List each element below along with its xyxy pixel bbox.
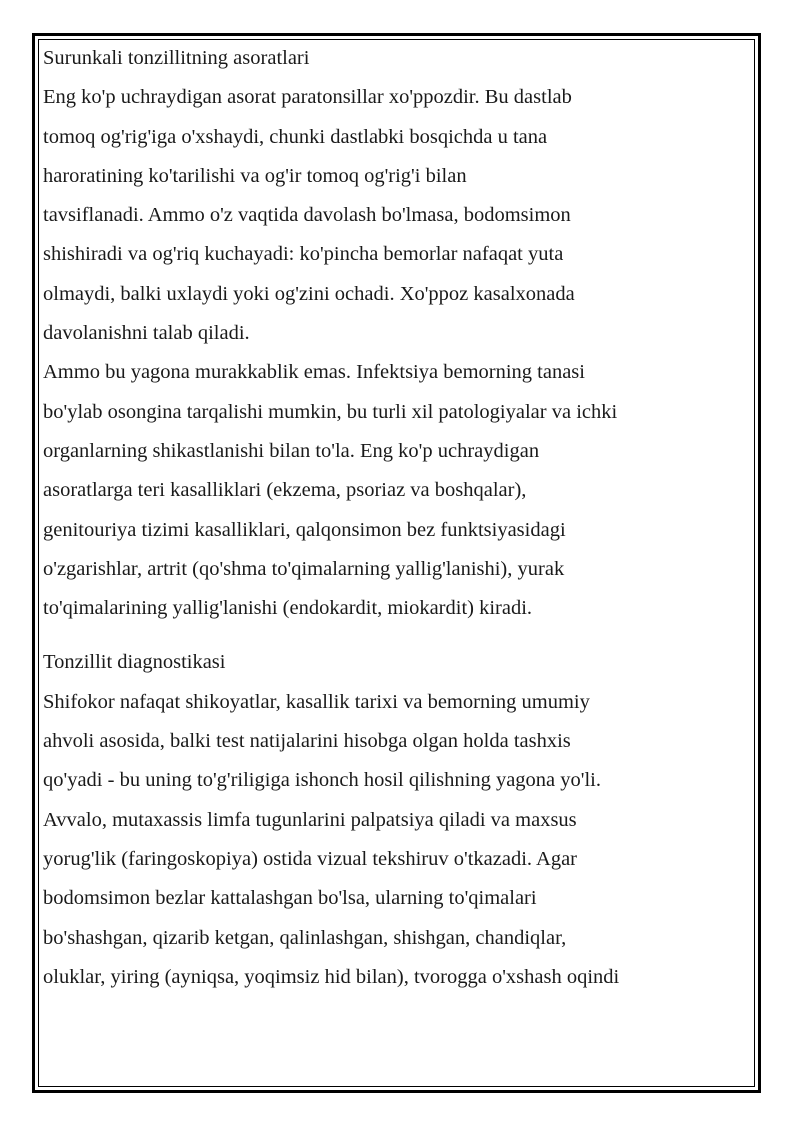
text-line: ahvoli asosida, balki test natijalarini hisobga olgan holda tashxis [43, 730, 571, 753]
paragraph-diagnosis [43, 683, 703, 997]
text-line: yorug'lik (faringoskopiya) ostida vizual tekshiruv o'tkazadi. Agar [43, 847, 577, 870]
text-line: o'zgarishlar, artrit (qo'shma to'qimalarning yallig'lanishi), yurak [43, 557, 565, 580]
text-line: Shifokor nafaqat shikoyatlar, kasallik tarixi va bemorning umumiy [43, 690, 590, 713]
paragraph-abscess [43, 78, 703, 353]
paragraph-infection-spread [43, 353, 703, 628]
text-line: bodomsimon bezlar kattalashgan bo'lsa, ularning to'qimalari [43, 887, 537, 910]
text-line: tomoq og'rig'iga o'xshaydi, chunki dastlabki bosqichda u tana [43, 125, 548, 148]
text-line: genitouriya tizimi kasalliklari, qalqonsimon bez funktsiyasidagi [43, 518, 566, 541]
text-line: qo'yadi - bu uning to'g'riligiga ishonch hosil qilishning yagona yo'li. [43, 769, 601, 792]
text-line: bo'shashgan, qizarib ketgan, qalinlashgan, shishgan, chandiqlar, [43, 926, 567, 949]
text-line: organlarning shikastlanishi bilan to'la. Eng ko'p uchraydigan [43, 439, 540, 462]
text-line: tavsiflanadi. Ammo o'z vaqtida davolash bo'lmasa, bodomsimon [43, 204, 571, 227]
section-spacer [43, 628, 703, 643]
text-line: oluklar, yiring (ayniqsa, yoqimsiz hid bilan), tvorogga o'xshash oqindi [43, 965, 620, 988]
heading-text: Tonzillit diagnostikasi [43, 651, 226, 674]
section-heading-diagnostics [43, 643, 703, 682]
text-line: haroratining ko'tarilishi va og'ir tomoq og'rig'i bilan [43, 164, 467, 187]
text-line: bo'ylab osongina tarqalishi mumkin, bu turli xil patologiyalar va ichki [43, 400, 618, 423]
document-body [43, 39, 703, 997]
text-line: shishiradi va og'riq kuchayadi: ko'pincha bemorlar nafaqat yuta [43, 243, 564, 266]
text-line: davolanishni talab qiladi. [43, 322, 250, 345]
text-line: Eng ko'p uchraydigan asorat paratonsillar xo'ppozdir. Bu dastlab [43, 86, 572, 109]
section-heading-complications [43, 39, 703, 78]
text-line: olmaydi, balki uxlaydi yoki og'zini ochadi. Xo'ppoz kasalxonada [43, 282, 575, 305]
text-line: Avvalo, mutaxassis limfa tugunlarini palpatsiya qiladi va maxsus [43, 808, 577, 831]
text-line: Ammo bu yagona murakkablik emas. Infektsiya bemorning tanasi [43, 361, 585, 384]
text-line: to'qimalarining yallig'lanishi (endokardit, miokardit) kiradi. [43, 597, 533, 620]
text-line: asoratlarga teri kasalliklari (ekzema, psoriaz va boshqalar), [43, 479, 527, 502]
heading-text: Surunkali tonzillitning asoratlari [43, 47, 310, 69]
